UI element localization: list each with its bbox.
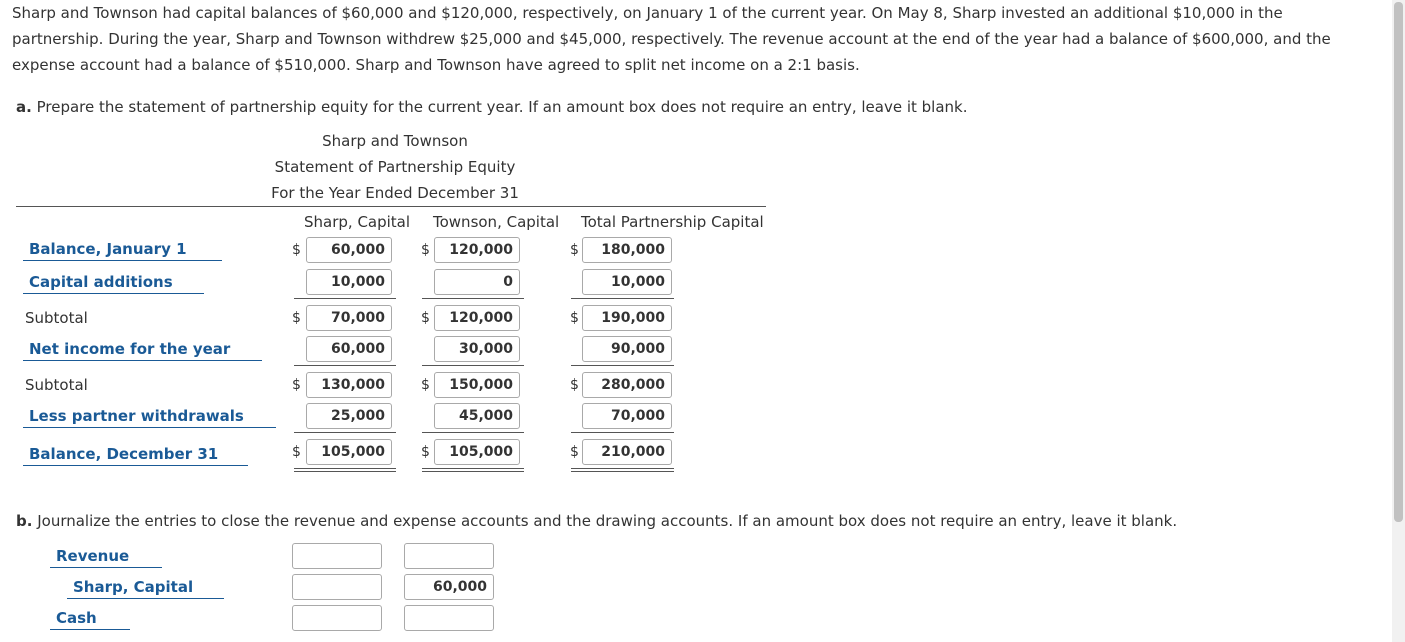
statement-period: For the Year Ended December 31 — [271, 184, 519, 202]
amount-input-townson-balance-jan1[interactable]: 120,000 — [434, 237, 520, 263]
dollar-sign: $ — [292, 377, 301, 393]
sum-rule — [422, 298, 524, 299]
row-label-withdrawals[interactable]: Less partner withdrawals — [23, 407, 276, 428]
sum-rule — [294, 365, 396, 366]
row-label-subtotal-1: Subtotal — [25, 309, 88, 327]
amount-input-total-capital-additions[interactable]: 10,000 — [582, 269, 672, 295]
amount-input-townson-subtotal-1[interactable]: 120,000 — [434, 305, 520, 331]
amount-input-total-net-income[interactable]: 90,000 — [582, 336, 672, 362]
double-rule — [571, 468, 674, 472]
row-label-balance-dec31[interactable]: Balance, December 31 — [23, 445, 248, 466]
dollar-sign: $ — [421, 444, 430, 460]
dollar-sign: $ — [292, 444, 301, 460]
col-header-total: Total Partnership Capital — [581, 213, 764, 231]
sum-rule — [294, 432, 396, 433]
journal-debit-input-1[interactable] — [292, 543, 382, 569]
part-b-text: Journalize the entries to close the revenue and expense accounts and the drawing accounts. If an amount box does not require an entry, leave it blank. — [37, 512, 1178, 530]
part-b-instruction — [16, 512, 1177, 530]
amount-input-sharp-capital-additions[interactable]: 10,000 — [306, 269, 392, 295]
amount-input-total-balance-jan1[interactable]: 180,000 — [582, 237, 672, 263]
dollar-sign: $ — [570, 444, 579, 460]
company-name: Sharp and Townson — [322, 132, 468, 150]
journal-account-cash[interactable]: Cash — [50, 609, 130, 630]
header-rule — [16, 206, 766, 207]
amount-input-townson-net-income[interactable]: 30,000 — [434, 336, 520, 362]
sum-rule — [571, 298, 674, 299]
amount-input-total-subtotal-1[interactable]: 190,000 — [582, 305, 672, 331]
journal-debit-input-3[interactable] — [292, 605, 382, 631]
journal-account-sharp-capital[interactable]: Sharp, Capital — [67, 578, 224, 599]
double-rule — [422, 468, 524, 472]
dollar-sign: $ — [570, 377, 579, 393]
journal-account-revenue[interactable]: Revenue — [50, 547, 162, 568]
problem-text: Sharp and Townson had capital balances of $60,000 and $120,000, respectively, on January 1 of the current year. On May 8, Sharp invested an additional $10,000 in the partnership. During the year, Sharp and Townson withdrew $25,000 and $45,000, respectively. The revenue account at the end of the year had a balance of $600,000, and the expense account had a balance of $510,000. Sharp and Townson have agreed to split net income on a 2:1 basis. — [12, 4, 1331, 74]
col-header-sharp: Sharp, Capital — [304, 213, 411, 231]
col-header-townson: Townson, Capital — [433, 213, 560, 231]
amount-input-sharp-balance-jan1[interactable]: 60,000 — [306, 237, 392, 263]
dollar-sign: $ — [421, 377, 430, 393]
amount-input-sharp-balance-dec31[interactable]: 105,000 — [306, 439, 392, 465]
part-a-instruction — [16, 98, 967, 116]
journal-credit-input-3[interactable] — [404, 605, 494, 631]
part-b-letter: b. — [16, 512, 33, 530]
amount-input-total-balance-dec31[interactable]: 210,000 — [582, 439, 672, 465]
sum-rule — [422, 365, 524, 366]
row-label-subtotal-2: Subtotal — [25, 376, 88, 394]
part-a-text: Prepare the statement of partnership equity for the current year. If an amount box does not require an entry, leave it blank. — [36, 98, 968, 116]
journal-credit-input-1[interactable] — [404, 543, 494, 569]
dollar-sign: $ — [570, 310, 579, 326]
row-label-balance-jan1[interactable]: Balance, January 1 — [23, 240, 222, 261]
scrollbar-thumb[interactable] — [1394, 2, 1403, 522]
amount-input-total-subtotal-2[interactable]: 280,000 — [582, 372, 672, 398]
amount-input-townson-capital-additions[interactable]: 0 — [434, 269, 520, 295]
double-rule — [294, 468, 396, 472]
amount-input-sharp-withdrawals[interactable]: 25,000 — [306, 403, 392, 429]
row-label-capital-additions[interactable]: Capital additions — [23, 273, 204, 294]
dollar-sign: $ — [570, 242, 579, 258]
amount-input-sharp-net-income[interactable]: 60,000 — [306, 336, 392, 362]
amount-input-townson-balance-dec31[interactable]: 105,000 — [434, 439, 520, 465]
statement-title: Statement of Partnership Equity — [274, 158, 516, 176]
dollar-sign: $ — [421, 242, 430, 258]
sum-rule — [294, 298, 396, 299]
journal-debit-input-2[interactable] — [292, 574, 382, 600]
dollar-sign: $ — [292, 310, 301, 326]
amount-input-total-withdrawals[interactable]: 70,000 — [582, 403, 672, 429]
part-a-letter: a. — [16, 98, 32, 116]
sum-rule — [422, 432, 524, 433]
amount-input-sharp-subtotal-1[interactable]: 70,000 — [306, 305, 392, 331]
amount-input-townson-subtotal-2[interactable]: 150,000 — [434, 372, 520, 398]
sum-rule — [571, 365, 674, 366]
journal-credit-input-2[interactable]: 60,000 — [404, 574, 494, 600]
sum-rule — [571, 432, 674, 433]
dollar-sign: $ — [421, 310, 430, 326]
dollar-sign: $ — [292, 242, 301, 258]
row-label-net-income[interactable]: Net income for the year — [23, 340, 262, 361]
amount-input-townson-withdrawals[interactable]: 45,000 — [434, 403, 520, 429]
amount-input-sharp-subtotal-2[interactable]: 130,000 — [306, 372, 392, 398]
